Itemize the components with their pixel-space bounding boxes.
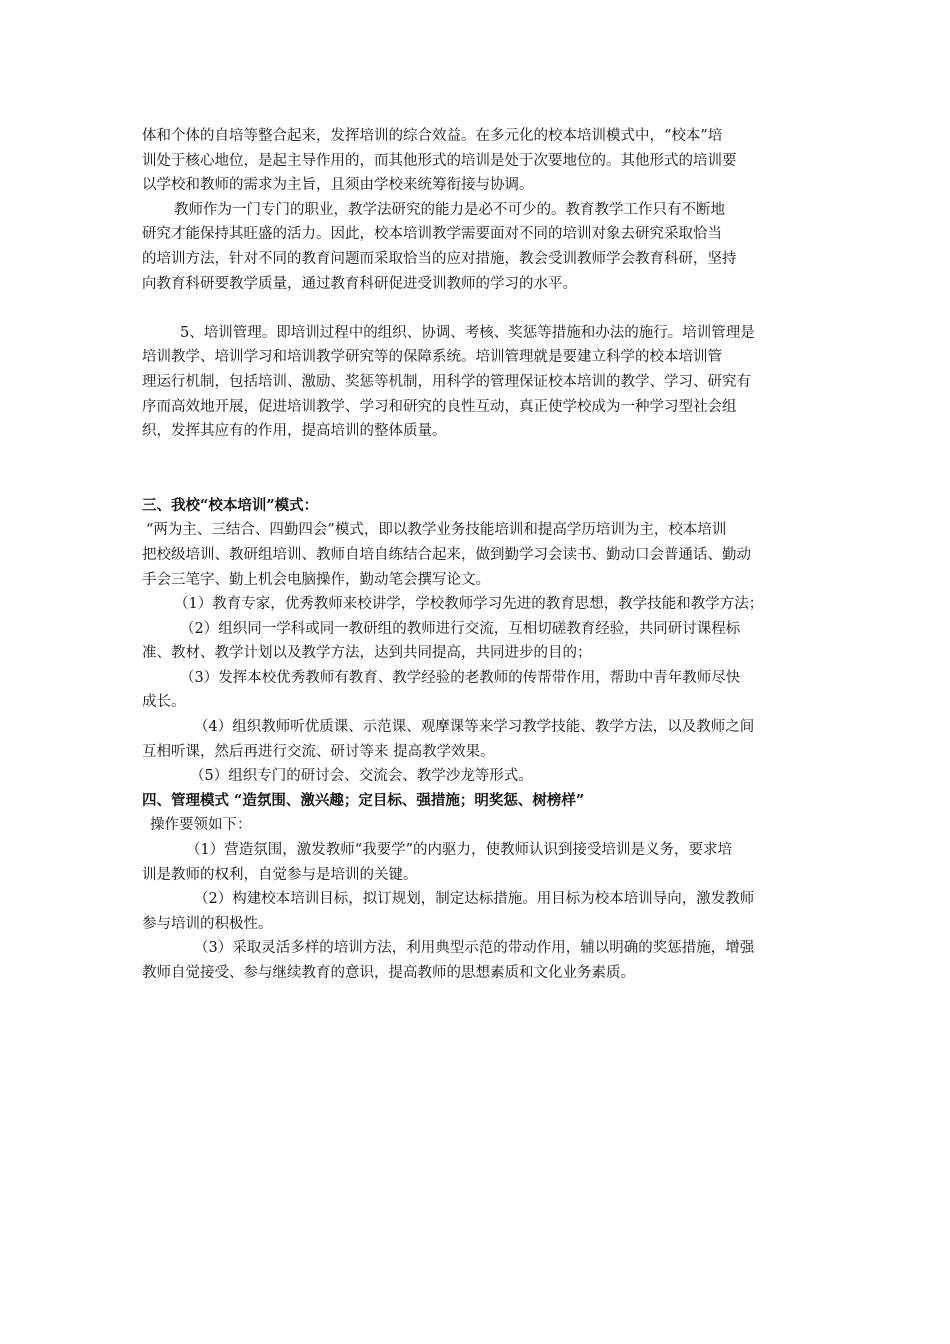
section-heading-4: 四、管理模式 “造氛围、激兴趣；定目标、强措施；明奖惩、树榜样” <box>142 791 585 809</box>
paragraph-gap <box>142 444 814 494</box>
text-line: 的培训方法，针对不同的教育问题而采取恰当的应对措施，教会受训教师学会教育科研，坚持 <box>142 250 737 267</box>
text-line: 教师作为一门专门的职业，教学法研究的能力是必不可少的。教育教学工作只有不断地 <box>174 201 725 218</box>
text-line: 序而高效地开展，促进培训教学、学习和研究的良性互动，真正使学校成为一种学习型社会组 <box>142 398 737 415</box>
text-line: 理运行机制，包括培训、激励、奖惩等机制，用科学的管理保证校本培训的教学、学习、研究有 <box>142 373 751 390</box>
paragraph-school-based-training <box>142 124 814 296</box>
text-line: 训处于核心地位，是起主导作用的，而其他形式的培训是处于次要地位的。其他形式的培训要 <box>142 152 737 169</box>
paragraph-gap <box>142 296 814 321</box>
text-line: 向教育科研要教学质量，通过教育科研促进受训教师的学习的水平。 <box>142 275 577 292</box>
text-line: 织，发挥其应有的作用，提高培训的整体质量。 <box>142 423 447 440</box>
list-item: （5）组织专门的研讨会、交流会、教学沙龙等形式。 <box>190 768 533 785</box>
list-item: （2）组织同一学科或同一教研组的教师进行交流，互相切磋教育经验，共同研讨课程标 <box>180 620 741 637</box>
list-item: （2）构建校本培训目标，拟订规划，制定达标措施。用目标为校本培训导向，激发教师 <box>194 891 755 908</box>
paragraph-training-management <box>142 321 814 444</box>
section-3-body <box>142 518 814 789</box>
list-item: （1）教育专家，优秀教师来校讲学，学校教师学习先进的教育思想，教学技能和教学方法； <box>174 596 764 613</box>
text-line: 操作要领如下： <box>150 817 252 834</box>
text-line: 教师自觉接受、参与继续教育的意识，提高教师的思想素质和文化业务素质。 <box>142 965 635 981</box>
text-line: 以学校和教师的需求为主旨，且须由学校来统筹衔接与协调。 <box>142 177 534 194</box>
list-item: （1）营造氛围，激发教师“我要学”的内驱力，使教师认识到接受培训是义务，要求培 <box>186 842 733 859</box>
list-item: （3）发挥本校优秀教师有教育、教学经验的老教师的传帮带作用，帮助中青年教师尽快 <box>180 669 741 686</box>
text-line: 研究才能保持其旺盛的活力。因此，校本培训教学需要面对不同的培训对象去研究采取恰当 <box>142 226 722 243</box>
list-item: （4）组织教师听优质课、示范课、观摩课等来学习教学技能、教学方法，以及教师之间 <box>194 719 755 736</box>
text-line: “两为主、三结合、四勤四会”模式，即以教学业务技能培训和提高学历培训为主，校本培训 <box>146 522 727 539</box>
section-4-body <box>142 813 814 985</box>
text-line: 互相听课，然后再进行交流、研讨等来 提高教学效果。 <box>142 743 495 760</box>
text-line: 5、培训管理。即培训过程中的组织、协调、考核、奖惩等措施和办法的施行。培训管理是 <box>180 324 755 341</box>
text-line: 把校级培训、教研组培训、教师自培自练结合起来，做到勤学习会读书、勤动口会普通话、勤动 <box>142 546 751 563</box>
text-line: 手会三笔字、勤上机会电脑操作，勤动笔会撰写论文。 <box>142 571 490 588</box>
list-item: （3）采取灵活多样的培训方法，利用典型示范的带动作用，辅以明确的奖惩措施，增强 <box>194 940 755 957</box>
text-line: 培训教学、培训学习和培训教学研究等的保障系统。培训管理就是要建立科学的校本培训管 <box>142 349 722 366</box>
text-line: 成长。 <box>142 694 186 711</box>
document-page <box>142 124 814 986</box>
section-heading-3: 三、我校“校本培训”模式： <box>142 496 319 514</box>
text-line: 准、教材、教学计划以及教学方法，达到共同提高，共同进步的目的； <box>142 645 592 662</box>
text-line: 参与培训的积极性。 <box>142 915 273 932</box>
text-line: 体和个体的自培等整合起来，发挥培训的综合效益。在多元化的校本培训模式中，“校本”培 <box>142 128 723 144</box>
text-line: 训是教师的权利，自觉参与是培训的关键。 <box>142 866 418 883</box>
